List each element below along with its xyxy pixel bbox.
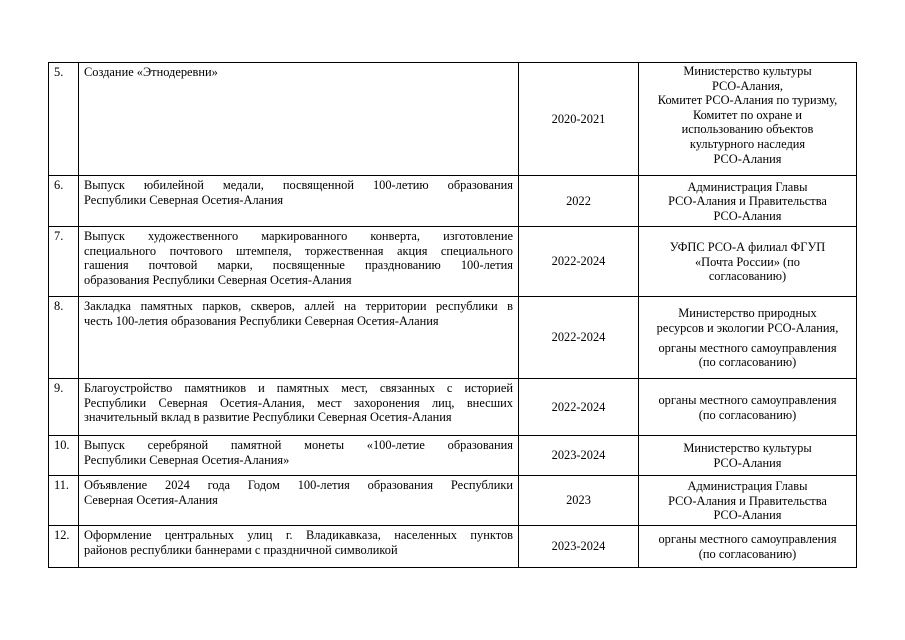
event-description (79, 63, 519, 176)
responsible-line: Администрация Главы (687, 479, 808, 494)
events-table (48, 62, 857, 568)
event-period: 2023-2024 (519, 526, 639, 568)
responsible-parties (639, 476, 857, 526)
event-period: 2022 (519, 176, 639, 227)
responsible-parties (639, 526, 857, 568)
description-line: гашения почтовой марки, посвященные празднованию 100-летия (84, 258, 513, 273)
responsible-line: РСО-Алания (713, 508, 782, 523)
description-line: Объявление 2024 года Годом 100-летия образования Республики (84, 478, 513, 492)
responsible-line: Министерство природных (678, 306, 817, 321)
description-line: Оформление центральных улиц г. Владикавказа, населенных пунктов (84, 528, 513, 542)
responsible-line: использованию объектов (681, 122, 814, 137)
event-description (79, 176, 519, 227)
responsible-line: органы местного самоуправления (658, 340, 837, 355)
description-line: Благоустройство памятников и памятных мест, связанных с историей (84, 381, 513, 395)
event-description (79, 526, 519, 568)
event-period: 2022-2024 (519, 379, 639, 436)
row-number: 7. (49, 227, 79, 297)
responsible-line: УФПС РСО-А филиал ФГУП (669, 240, 826, 255)
row-number: 8. (49, 297, 79, 379)
event-period: 2023 (519, 476, 639, 526)
event-period: 2022-2024 (519, 297, 639, 379)
responsible-line: Министерство культуры (683, 441, 812, 456)
description-line: Республики Северная Осетия-Алания (84, 192, 284, 207)
description-line: Выпуск художественного маркированного конверта, изготовление (84, 229, 513, 243)
table-row (49, 176, 857, 227)
event-period: 2022-2024 (519, 227, 639, 297)
row-number: 9. (49, 379, 79, 436)
row-number: 11. (49, 476, 79, 526)
table-row (49, 297, 857, 379)
table-row (49, 379, 857, 436)
description-line: образования Республики Северная Осетия-Алания (84, 272, 352, 287)
responsible-line: РСО-Алания, (711, 78, 784, 93)
responsible-line: Комитет РСО-Алания по туризму, (657, 93, 838, 108)
description-line: Выпуск юбилейной медали, посвященной 100-летию образования (84, 178, 513, 192)
responsible-parties (639, 379, 857, 436)
event-description (79, 476, 519, 526)
description-line: честь 100-летия образования Республики Северная Осетия-Алания (84, 313, 439, 328)
responsible-line: РСО-Алания (713, 208, 782, 223)
row-number: 5. (49, 63, 79, 176)
responsible-parties (639, 436, 857, 476)
row-number: 6. (49, 176, 79, 227)
event-period: 2023-2024 (519, 436, 639, 476)
responsible-line: «Почта России» (по (694, 254, 800, 269)
responsible-line: РСО-Алания (713, 456, 782, 470)
responsible-line: Администрация Главы (687, 179, 808, 194)
table-row (49, 476, 857, 526)
description-line: Северная Осетия-Алания (84, 492, 218, 507)
event-description (79, 379, 519, 436)
table-row (49, 526, 857, 568)
responsible-line: (по согласованию) (698, 547, 797, 561)
description-line: Закладка памятных парков, скверов, аллей на территории республики в (84, 299, 513, 313)
table-row (49, 63, 857, 176)
responsible-line: РСО-Алания (713, 151, 782, 166)
description-line: районов республики баннерами с праздничной символикой (84, 542, 398, 557)
event-description (79, 297, 519, 379)
event-description (79, 436, 519, 476)
event-description (79, 227, 519, 297)
table-row (49, 227, 857, 297)
row-number: 12. (49, 526, 79, 568)
description-line: Республики Северная Осетия-Алания, мест захоронения лиц, внесших (84, 395, 513, 410)
description-line: Выпуск серебряной памятной монеты «100-летие образования (84, 438, 513, 452)
responsible-parties (639, 176, 857, 227)
responsible-line: (по согласованию) (698, 355, 797, 370)
responsible-line: органы местного самоуправления (658, 392, 837, 407)
event-period: 2020-2021 (519, 63, 639, 176)
description-line: специального почтового штемпеля, торжественная акция специального (84, 243, 513, 258)
responsible-parties (639, 297, 857, 379)
description-line: Создание «Этнодеревни» (84, 65, 218, 79)
description-line: Республики Северная Осетия-Алания» (84, 452, 290, 467)
table-row (49, 436, 857, 476)
responsible-parties (639, 227, 857, 297)
responsible-line: согласованию) (708, 269, 787, 284)
description-line: значительный вклад в развитие Республики Северная Осетия-Алания (84, 410, 452, 425)
responsible-line: РСО-Алания и Правительства (668, 194, 827, 209)
responsible-line: органы местного самоуправления (658, 532, 837, 547)
responsible-line: ресурсов и экологии РСО-Алания, (656, 320, 839, 335)
responsible-line: (по согласованию) (698, 407, 797, 422)
responsible-line: культурного наследия (689, 136, 806, 151)
responsible-line: РСО-Алания и Правительства (668, 493, 827, 508)
row-number: 10. (49, 436, 79, 476)
responsible-line: Комитет по охране и (692, 107, 803, 122)
responsible-line: Министерство культуры (683, 64, 812, 78)
responsible-parties (639, 63, 857, 176)
